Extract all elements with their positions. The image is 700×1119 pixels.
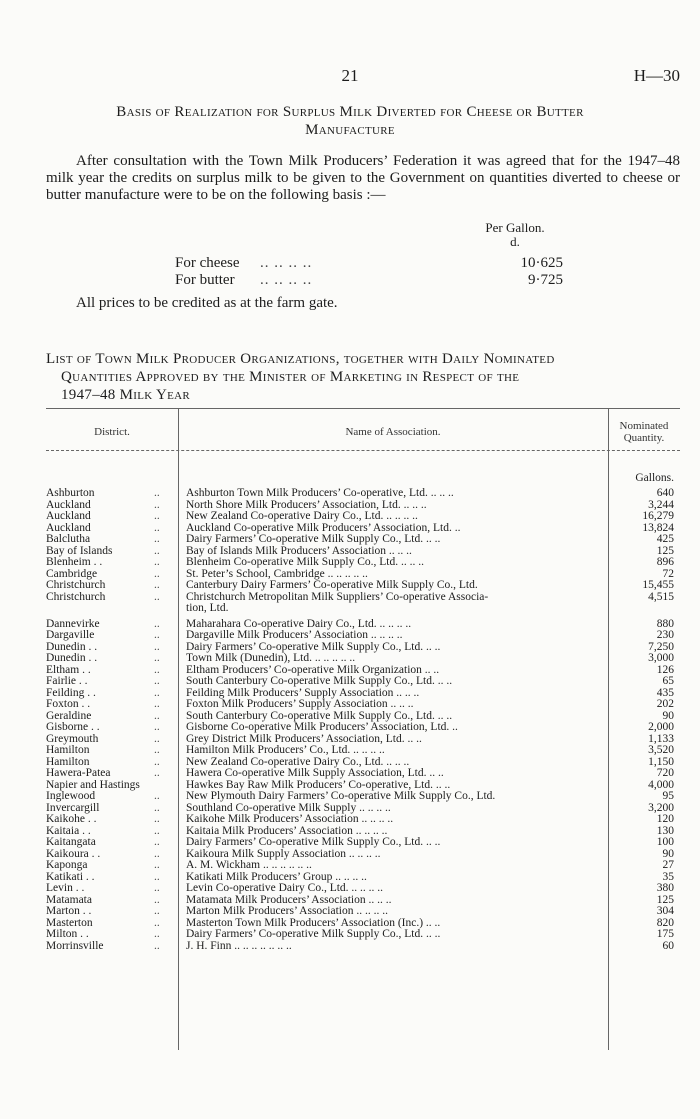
- table-row: [46, 895, 680, 907]
- district-cell: Balclutha: [46, 534, 91, 545]
- quantity-cell: 65: [662, 675, 674, 687]
- table-row: [46, 883, 680, 895]
- column-header-quantity-line2: Quantity.: [623, 432, 665, 444]
- district-cell: Levin . .: [46, 883, 85, 894]
- column-header-association: Name of Association.: [345, 426, 441, 438]
- district-cell: Katikati . .: [46, 871, 95, 883]
- column-header-quantity-line1: Nominated: [619, 420, 669, 432]
- rate-value: 9·725: [528, 272, 563, 288]
- district-leader-dots: ..: [154, 640, 160, 653]
- quantity-cell: 3,200: [648, 801, 674, 814]
- district-cell: Greymouth: [46, 733, 99, 745]
- quantity-cell: 100: [656, 836, 674, 848]
- district-cell: Foxton . .: [46, 699, 91, 710]
- district-leader-dots: ..: [154, 556, 160, 568]
- quantity-cell: 202: [656, 698, 674, 710]
- table-row: [46, 523, 680, 535]
- rate-header-unit: Per Gallon.: [485, 220, 545, 235]
- district-cell: Dunedin . .: [46, 653, 98, 664]
- association-cell: Foxton Milk Producers’ Supply Association .. .. ..: [186, 699, 414, 710]
- district-leader-dots: ..: [154, 882, 160, 894]
- district-leader-dots: ..: [154, 836, 160, 848]
- section2-title-line3: 1947–48 Milk Year: [61, 387, 191, 403]
- association-cell: Blenheim Co-operative Milk Supply Co., Ltd. .. .. ..: [186, 557, 424, 568]
- association-cell: South Canterbury Co-operative Milk Supply Co., Ltd. .. ..: [186, 710, 453, 722]
- association-cell: North Shore Milk Producers’ Association, Ltd. .. .. ..: [186, 499, 427, 511]
- table-row: [46, 603, 680, 615]
- table-row: [46, 642, 680, 654]
- table-row: [46, 546, 680, 558]
- table-row: [46, 872, 680, 884]
- district-cell: Auckland: [46, 522, 91, 534]
- quantity-cell: 2,000: [648, 721, 674, 733]
- table-row: [46, 803, 680, 815]
- association-cell: St. Peter’s School, Cambridge .. .. .. .. ..: [186, 568, 368, 580]
- association-cell: Marton Milk Producers’ Association .. .. .. ..: [186, 906, 388, 917]
- rate-header: [460, 221, 570, 249]
- quantity-cell: 4,000: [648, 778, 674, 791]
- section1-title: [40, 103, 660, 139]
- district-leader-dots: ..: [154, 629, 160, 641]
- association-cell: Auckland Co-operative Milk Producers’ Association, Ltd. ..: [186, 522, 461, 534]
- section1-paragraph: After consultation with the Town Milk Producers’ Federation it was agreed that for the 1947–48 milk year the credits on surplus milk to be given to the Government on quantities diverted to cheese or butter manufacture were to be on the following basis :—: [46, 153, 680, 203]
- district-cell: Kaikohe . .: [46, 814, 97, 825]
- district-cell: Fairlie . .: [46, 676, 88, 687]
- quantity-cell: 380: [656, 882, 674, 894]
- association-cell: Hawera Co-operative Milk Supply Association, Ltd. .. ..: [186, 768, 444, 779]
- district-leader-dots: ..: [154, 870, 160, 883]
- table-row: [46, 837, 680, 849]
- quantity-cell: 35: [662, 870, 674, 883]
- quantity-cell: 425: [656, 533, 674, 545]
- column-header-quantity: [608, 420, 680, 444]
- association-cell: J. H. Finn .. .. .. .. .. .. ..: [186, 940, 292, 952]
- association-cell: tion, Ltd.: [186, 603, 229, 614]
- district-leader-dots: ..: [154, 617, 160, 630]
- association-cell: Hamilton Milk Producers’ Co., Ltd. .. .. .. ..: [186, 745, 385, 756]
- district-cell: Blenheim . .: [46, 557, 103, 568]
- association-cell: Dargaville Milk Producers’ Association .. .. .. ..: [186, 630, 403, 641]
- table-row: [46, 860, 680, 872]
- association-cell: Matamata Milk Producers’ Association .. .. ..: [186, 894, 392, 906]
- quantity-cell: 130: [656, 824, 674, 837]
- district-leader-dots: ..: [154, 590, 160, 603]
- table-row: [46, 780, 680, 792]
- quantity-cell: 15,455: [642, 579, 674, 591]
- district-leader-dots: ..: [154, 533, 160, 545]
- district-leader-dots: ..: [154, 663, 160, 676]
- district-leader-dots: ..: [154, 893, 160, 906]
- district-cell: Hamilton: [46, 756, 90, 768]
- section1-title-line2: Manufacture: [305, 122, 395, 138]
- table-row: [46, 653, 680, 665]
- district-cell: Gisborne . .: [46, 722, 100, 733]
- district-cell: Auckland: [46, 499, 91, 511]
- association-cell: New Zealand Co-operative Dairy Co., Ltd. .. .. .. ..: [186, 511, 418, 522]
- quantity-cell: 7,250: [648, 640, 674, 653]
- association-cell: Feilding Milk Producers’ Supply Association .. .. ..: [186, 687, 420, 699]
- table-row: [46, 665, 680, 677]
- rate-leader-dots: .. .. .. ..: [260, 255, 313, 271]
- quantity-cell: 304: [656, 905, 674, 917]
- quantity-cell: 896: [656, 556, 674, 568]
- association-cell: Grey District Milk Producers’ Association, Ltd. .. ..: [186, 733, 422, 745]
- section2-title: [46, 350, 680, 404]
- district-cell: Bay of Islands: [46, 545, 113, 557]
- rate-leader-dots: .. .. .. ..: [260, 272, 313, 288]
- district-leader-dots: ..: [154, 813, 160, 825]
- district-leader-dots: ..: [154, 732, 160, 745]
- table-row: [46, 814, 680, 826]
- district-cell: Hamilton: [46, 745, 90, 756]
- district-cell: Kaikoura . .: [46, 848, 101, 860]
- district-cell: Feilding . .: [46, 687, 96, 699]
- table-row: [46, 941, 680, 953]
- table-top-rule: [46, 408, 680, 409]
- report-reference: H—30: [633, 66, 680, 85]
- table-row: [46, 699, 680, 711]
- association-cell: Kaitaia Milk Producers’ Association .. .. .. ..: [186, 825, 388, 837]
- quantity-cell: 16,279: [642, 510, 674, 522]
- table-row: [46, 688, 680, 700]
- quantity-cell: 1,150: [648, 755, 674, 768]
- table-row: [46, 488, 680, 500]
- table-row: [46, 768, 680, 780]
- district-cell: Inglewood: [46, 791, 96, 802]
- district-leader-dots: ..: [154, 487, 160, 499]
- page-number: 21: [341, 66, 359, 85]
- table-row: [46, 826, 680, 838]
- district-cell: Eltham . .: [46, 664, 91, 676]
- quantity-cell: 95: [662, 790, 674, 802]
- association-cell: Hawkes Bay Raw Milk Producers’ Co-operative, Ltd. .. ..: [186, 779, 451, 791]
- district-leader-dots: ..: [154, 686, 160, 699]
- quantity-cell: 3,244: [648, 498, 674, 511]
- association-cell: Dairy Farmers’ Co-operative Milk Supply Co., Ltd. .. ..: [186, 641, 441, 653]
- organizations-table: [46, 408, 680, 1058]
- quantity-cell: 435: [656, 686, 674, 699]
- table-row: [46, 619, 680, 631]
- quantity-cell: 13,824: [642, 521, 674, 534]
- quantity-cell: 60: [662, 939, 674, 952]
- association-cell: Katikati Milk Producers’ Group .. .. .. ..: [186, 871, 367, 883]
- association-cell: Town Milk (Dunedin), Ltd. .. .. .. .. ..: [186, 653, 356, 664]
- quantity-cell: 27: [662, 859, 674, 871]
- association-cell: Dairy Farmers’ Co-operative Milk Supply Co., Ltd. .. ..: [186, 929, 441, 940]
- rate-row: [175, 255, 575, 273]
- association-cell: Kaikohe Milk Producers’ Association .. .. .. ..: [186, 814, 394, 825]
- district-leader-dots: ..: [154, 790, 160, 802]
- table-row: [46, 757, 680, 769]
- table-row: [46, 569, 680, 581]
- district-leader-dots: ..: [154, 767, 160, 779]
- column-header-district: District.: [94, 426, 130, 438]
- association-cell: Dairy Farmers’ Co-operative Milk Supply Co., Ltd. .. ..: [186, 534, 441, 545]
- rate-label: For cheese: [175, 255, 240, 271]
- district-leader-dots: ..: [154, 709, 160, 722]
- district-leader-dots: ..: [154, 859, 160, 871]
- association-cell: Maharahara Co-operative Dairy Co., Ltd. .. .. .. ..: [186, 618, 412, 630]
- association-cell: Levin Co-operative Dairy Co., Ltd. .. .. .. ..: [186, 883, 384, 894]
- district-cell: Christchurch: [46, 580, 106, 591]
- table-row: [46, 734, 680, 746]
- association-cell: Christchurch Metropolitan Milk Suppliers’ Co-operative Associa-: [186, 591, 489, 603]
- quantity-cell: 175: [656, 928, 674, 940]
- district-cell: Cambridge: [46, 568, 98, 580]
- district-leader-dots: ..: [154, 567, 160, 580]
- district-leader-dots: ..: [154, 847, 160, 860]
- quantity-cell: 640: [656, 487, 674, 499]
- table-row: [46, 745, 680, 757]
- district-leader-dots: ..: [154, 928, 160, 940]
- district-leader-dots: ..: [154, 652, 160, 664]
- rate-label: For butter: [175, 272, 235, 288]
- district-cell: Geraldine: [46, 710, 92, 722]
- quantity-cell: 72: [662, 567, 674, 580]
- table-row: [46, 849, 680, 861]
- table-row: [46, 592, 680, 604]
- association-cell: Kaikoura Milk Supply Association .. .. .. ..: [186, 848, 381, 860]
- association-cell: A. M. Wickham .. .. .. .. .. ..: [186, 860, 312, 871]
- association-cell: New Zealand Co-operative Dairy Co., Ltd. .. .. ..: [186, 756, 410, 768]
- district-leader-dots: ..: [154, 744, 160, 756]
- rate-row: [175, 272, 575, 290]
- association-cell: Dairy Farmers’ Co-operative Milk Supply Co., Ltd. .. ..: [186, 837, 441, 848]
- district-cell: Invercargill: [46, 802, 100, 814]
- rate-header-pence: d.: [510, 234, 520, 249]
- quantity-cell: 720: [656, 767, 674, 779]
- table-row: [46, 557, 680, 569]
- association-cell: Eltham Producers’ Co-operative Milk Organization .. ..: [186, 664, 440, 676]
- district-leader-dots: ..: [154, 698, 160, 710]
- table-row: [46, 791, 680, 803]
- district-cell: Morrinsville: [46, 940, 104, 952]
- district-cell: Hawera-Patea: [46, 768, 111, 779]
- table-row: [46, 918, 680, 930]
- quantity-cell: 880: [656, 617, 674, 630]
- district-leader-dots: ..: [154, 916, 160, 929]
- quantity-cell: 230: [656, 629, 674, 641]
- section1-title-line1: Basis of Realization for Surplus Milk Diverted for Cheese or Butter: [116, 104, 584, 120]
- section2-title-line2: Quantities Approved by the Minister of Marketing in Respect of the: [61, 369, 520, 385]
- table-row: [46, 711, 680, 723]
- district-leader-dots: ..: [154, 579, 160, 591]
- district-leader-dots: ..: [154, 801, 160, 814]
- district-cell: Napier and Hastings: [46, 779, 140, 791]
- table-header-rule: [46, 450, 680, 451]
- table-row: [46, 534, 680, 546]
- quantity-cell: 126: [656, 663, 674, 676]
- district-cell: Auckland: [46, 511, 91, 522]
- district-leader-dots: ..: [154, 755, 160, 768]
- quantity-cell: 3,000: [648, 652, 674, 664]
- section1-note: All prices to be credited as at the farm gate.: [76, 295, 338, 311]
- quantity-cell: 125: [656, 544, 674, 557]
- quantity-cell: 120: [656, 813, 674, 825]
- association-cell: Southland Co-operative Milk Supply .. .. .. ..: [186, 802, 391, 814]
- table-row: [46, 676, 680, 688]
- quantity-cell: 125: [656, 893, 674, 906]
- rate-value: 10·625: [520, 255, 563, 271]
- quantity-cell: 1,133: [648, 732, 674, 745]
- section2-title-line1: List of Town Milk Producer Organizations, together with Daily Nominated: [46, 351, 555, 367]
- district-cell: Marton . .: [46, 906, 92, 917]
- table-row: [46, 511, 680, 523]
- table-row: [46, 500, 680, 512]
- district-cell: Christchurch: [46, 591, 106, 603]
- district-leader-dots: ..: [154, 521, 160, 534]
- association-cell: New Plymouth Dairy Farmers’ Co-operative Milk Supply Co., Ltd.: [186, 791, 496, 802]
- quantity-cell: 90: [662, 847, 674, 860]
- quantity-cell: 3,520: [648, 744, 674, 756]
- table-row: [46, 929, 680, 941]
- district-cell: Kaitaia . .: [46, 825, 91, 837]
- district-cell: Matamata: [46, 894, 92, 906]
- association-cell: Masterton Town Milk Producers’ Association (Inc.) .. ..: [186, 917, 441, 929]
- quantity-cell: 90: [662, 709, 674, 722]
- district-cell: Ashburton: [46, 488, 95, 499]
- association-cell: Gisborne Co-operative Milk Producers’ Association, Ltd. ..: [186, 722, 458, 733]
- association-cell: Canterbury Dairy Farmers’ Co-operative Milk Supply Co., Ltd.: [186, 580, 478, 591]
- district-leader-dots: ..: [154, 905, 160, 917]
- quantity-cell: 820: [656, 916, 674, 929]
- district-leader-dots: ..: [154, 544, 160, 557]
- district-cell: Dannevirke: [46, 618, 100, 630]
- association-cell: Bay of Islands Milk Producers’ Association .. .. ..: [186, 545, 412, 557]
- district-cell: Milton . .: [46, 929, 89, 940]
- quantity-unit: Gallons.: [635, 472, 674, 484]
- table-body: [46, 488, 680, 952]
- district-cell: Kaitangata: [46, 837, 96, 848]
- association-cell: South Canterbury Co-operative Milk Supply Co., Ltd. .. ..: [186, 676, 453, 687]
- district-cell: Kaponga: [46, 860, 88, 871]
- district-leader-dots: ..: [154, 939, 160, 952]
- district-leader-dots: ..: [154, 824, 160, 837]
- table-row: [46, 906, 680, 918]
- district-cell: Masterton: [46, 917, 93, 929]
- district-leader-dots: ..: [154, 675, 160, 687]
- district-cell: Dargaville: [46, 630, 95, 641]
- district-leader-dots: ..: [154, 498, 160, 511]
- quantity-cell: 4,515: [648, 590, 674, 603]
- table-row: [46, 630, 680, 642]
- district-cell: Dunedin . .: [46, 641, 98, 653]
- district-leader-dots: ..: [154, 510, 160, 522]
- table-row: [46, 722, 680, 734]
- district-leader-dots: ..: [154, 721, 160, 733]
- table-row: [46, 580, 680, 592]
- association-cell: Ashburton Town Milk Producers’ Co-operative, Ltd. .. .. ..: [186, 488, 454, 499]
